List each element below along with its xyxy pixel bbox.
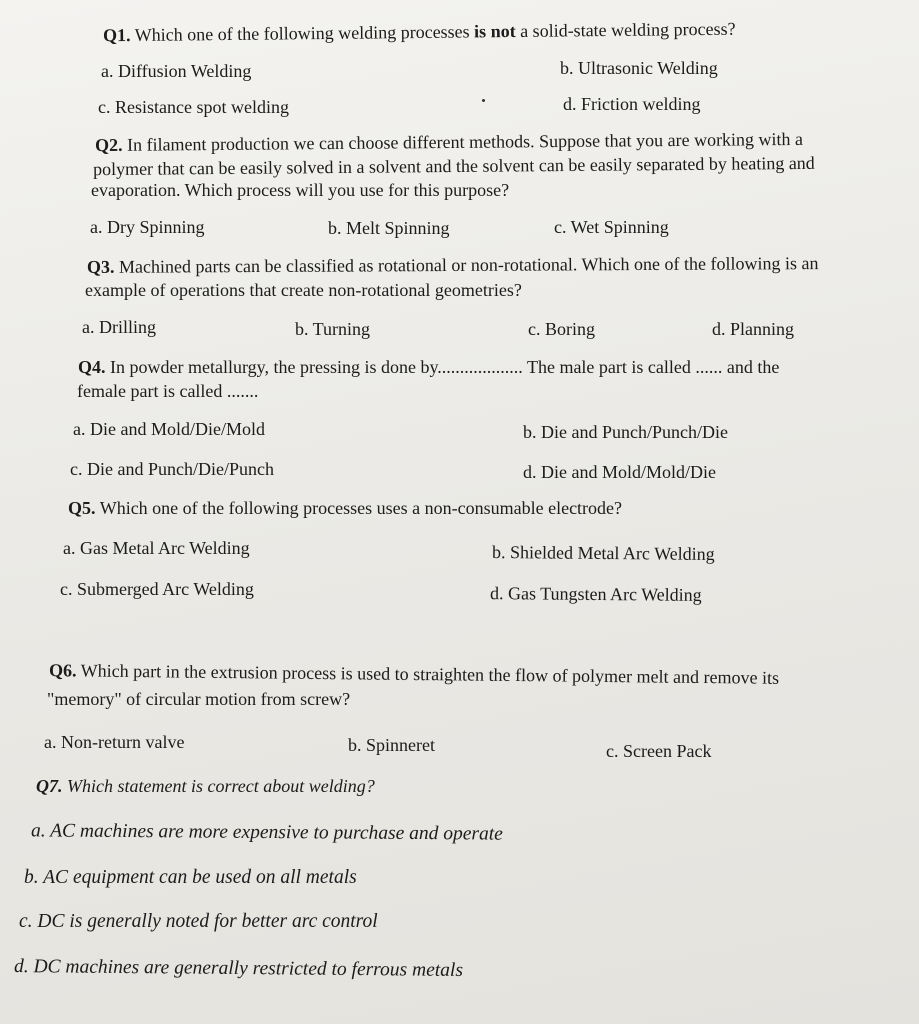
q7-option-a: a. AC machines are more expensive to purchase and operate bbox=[30, 820, 503, 845]
question-4-line-1: Q4. In powder metallurgy, the pressing is done by................... The male part is called ...... and the bbox=[78, 357, 780, 377]
question-6-line-2: "memory" of circular motion from screw? bbox=[47, 689, 351, 709]
question-7: Q7. Which statement is correct about welding? bbox=[36, 776, 375, 796]
question-3-line-2: example of operations that create non-rotational geometries? bbox=[85, 280, 522, 300]
q2-option-b: b. Melt Spinning bbox=[328, 218, 450, 238]
q7-option-b: b. AC equipment can be used on all metals bbox=[24, 867, 357, 888]
q3-option-c: c. Boring bbox=[528, 319, 595, 339]
q1-option-d: d. Friction welding bbox=[563, 94, 701, 114]
question-1: Q1. Which one of the following welding processes is not a solid-state welding process? bbox=[102, 18, 736, 46]
question-2-line-2: polymer that can be easily solved in a solvent and the solvent can be easily separated by heating and bbox=[92, 152, 815, 180]
q3-option-d: d. Planning bbox=[712, 319, 795, 339]
q5-option-c: c. Submerged Arc Welding bbox=[60, 579, 254, 599]
q4-option-b: b. Die and Punch/Punch/Die bbox=[523, 422, 728, 442]
q5-option-a: a. Gas Metal Arc Welding bbox=[63, 538, 250, 558]
question-6-line-1: Q6. Which part in the extrusion process is used to straighten the flow of polymer melt and remove its bbox=[48, 660, 780, 688]
q4-option-d: d. Die and Mold/Mold/Die bbox=[523, 462, 716, 482]
question-4-line-2: female part is called ....... bbox=[77, 381, 259, 401]
q6-option-b: b. Spinneret bbox=[348, 735, 435, 755]
q1-option-a: a. Diffusion Welding bbox=[101, 61, 252, 81]
q4-option-c: c. Die and Punch/Die/Punch bbox=[70, 459, 274, 479]
q6-option-a: a. Non-return valve bbox=[44, 732, 185, 752]
q5-option-d: d. Gas Tungsten Arc Welding bbox=[489, 583, 702, 605]
q3-option-a: a. Drilling bbox=[82, 317, 156, 337]
question-2-line-3: evaporation. Which process will you use for this purpose? bbox=[91, 180, 510, 200]
stray-mark bbox=[482, 99, 485, 102]
question-5: Q5. Which one of the following processes uses a non-consumable electrode? bbox=[68, 498, 623, 518]
q1-option-b: b. Ultrasonic Welding bbox=[560, 58, 718, 78]
q2-option-a: a. Dry Spinning bbox=[90, 217, 205, 237]
q5-option-b: b. Shielded Metal Arc Welding bbox=[491, 542, 715, 564]
q4-option-a: a. Die and Mold/Die/Mold bbox=[73, 419, 265, 439]
q7-option-d: d. DC machines are generally restricted to ferrous metals bbox=[13, 956, 464, 981]
question-3-line-1: Q3. Machined parts can be classified as rotational or non-rotational. Which one of the following is an bbox=[86, 253, 819, 277]
q6-option-c: c. Screen Pack bbox=[606, 741, 712, 761]
question-2-line-1: Q2. In filament production we can choose different methods. Suppose that you are working with a bbox=[94, 128, 804, 156]
q2-option-c: c. Wet Spinning bbox=[554, 217, 669, 237]
q7-option-c: c. DC is generally noted for better arc control bbox=[19, 911, 378, 932]
q1-option-c: c. Resistance spot welding bbox=[98, 97, 289, 117]
q3-option-b: b. Turning bbox=[295, 319, 371, 339]
